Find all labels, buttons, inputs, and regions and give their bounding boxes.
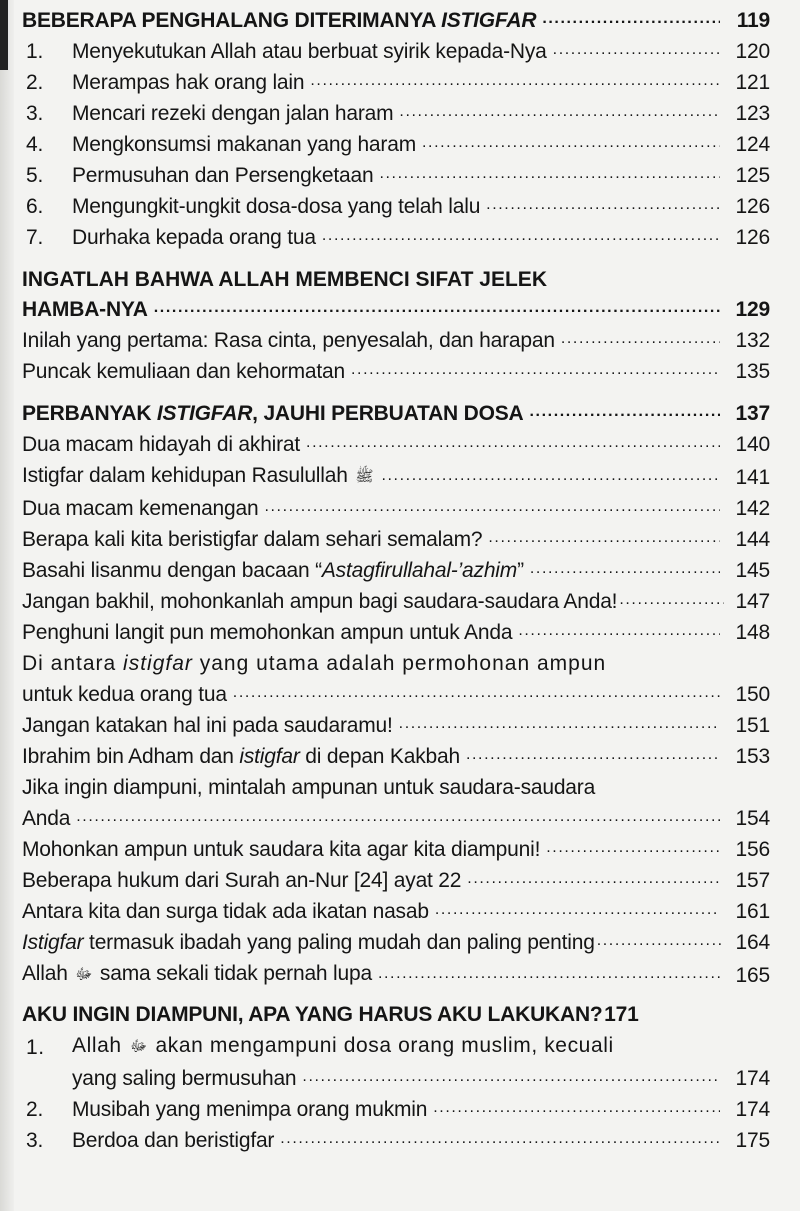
toc-entry: 6. Mengungkit-ungkit dosa-dosa yang telah lalu ..... 126 bbox=[22, 191, 770, 222]
toc-entry: 7. Durhaka kepada orang tua ..... 126 bbox=[22, 222, 770, 253]
toc-entry: Basahi lisanmu dengan bacaan “Astagfirullahal-’azhim” ..... 145 bbox=[22, 555, 770, 586]
section-heading: BEBERAPA PENGHALANG DITERIMANYA ISTIGFAR ..... 119 bbox=[22, 6, 770, 36]
toc-entry: Allah ﷻ sama sekali tidak pernah lupa ..... 165 bbox=[22, 958, 770, 991]
salawat-glyph-icon: ﷺ bbox=[355, 468, 374, 485]
section-heading-continued: HAMBA-NYA ..... 129 bbox=[22, 295, 770, 325]
toc-entry: 2. Musibah yang menimpa orang mukmin ..... 174 bbox=[22, 1094, 770, 1125]
page-number: 171 bbox=[604, 1003, 639, 1026]
jalla-jalaluh-glyph-icon: ﷻ bbox=[75, 966, 93, 983]
toc-entry: 3. Mencari rezeki dengan jalan haram ..... 123 bbox=[22, 98, 770, 129]
toc-entry: Istigfar termasuk ibadah yang paling mudah dan paling penting ..... 164 bbox=[22, 927, 770, 958]
page-number: 137 bbox=[735, 402, 770, 425]
toc-section-2 bbox=[22, 265, 770, 387]
toc-entry: Puncak kemuliaan dan kehormatan ..... 135 bbox=[22, 356, 770, 387]
toc-entry: Beberapa hukum dari Surah an-Nur [24] ayat 22 ..... 157 bbox=[22, 865, 770, 896]
toc-entry: 1. Menyekutukan Allah atau berbuat syirik kepada-Nya ..... 120 bbox=[22, 36, 770, 67]
toc-entry: Dua macam kemenangan ..... 142 bbox=[22, 493, 770, 524]
toc-entry: 4. Mengkonsumsi makanan yang haram ..... 124 bbox=[22, 129, 770, 160]
leader-dots bbox=[542, 4, 720, 34]
table-of-contents bbox=[22, 6, 770, 1156]
book-spine-edge bbox=[0, 0, 8, 70]
toc-entry: Dua macam hidayah di akhirat ..... 140 bbox=[22, 429, 770, 460]
toc-entry: Istigfar dalam kehidupan Rasulullah ﷺ ..... 141 bbox=[22, 460, 770, 493]
toc-entry: Ibrahim bin Adham dan istigfar di depan Kakbah ..... 153 bbox=[22, 741, 770, 772]
toc-entry: 2. Merampas hak orang lain ..... 121 bbox=[22, 67, 770, 98]
toc-entry: untuk kedua orang tua ..... 150 bbox=[22, 679, 770, 710]
book-binding-shadow bbox=[0, 0, 14, 1211]
page-number: 119 bbox=[736, 9, 770, 32]
toc-entry: Jangan katakan hal ini pada saudaramu! ..... 151 bbox=[22, 710, 770, 741]
toc-entry-line1: Jika ingin diampuni, mintalah ampunan untuk saudara-saudara bbox=[22, 776, 596, 799]
toc-entry: Penghuni langit pun memohonkan ampun untuk Anda ..... 148 bbox=[22, 617, 770, 648]
toc-entry: Antara kita dan surga tidak ada ikatan nasab ..... 161 bbox=[22, 896, 770, 927]
toc-entry-line1: Di antara istigfar yang utama adalah permohonan ampun bbox=[22, 652, 607, 675]
toc-entry: 5. Permusuhan dan Persengketaan ..... 125 bbox=[22, 160, 770, 191]
toc-entry: Inilah yang pertama: Rasa cinta, penyesalah, dan harapan ..... 132 bbox=[22, 325, 770, 356]
toc-entry: Jangan bakhil, mohonkanlah ampun bagi saudara-saudara Anda! ..... 147 bbox=[22, 586, 770, 617]
section-heading: AKU INGIN DIAMPUNI, APA YANG HARUS AKU LAKUKAN? 171 bbox=[22, 1000, 770, 1030]
section-heading: INGATLAH BAHWA ALLAH MEMBENCI SIFAT JELEK bbox=[22, 268, 547, 291]
leader-dots bbox=[530, 397, 720, 427]
toc-entry: Mohonkan ampun untuk saudara kita agar kita diampuni! ..... 156 bbox=[22, 834, 770, 865]
toc-section-4 bbox=[22, 1000, 770, 1156]
jalla-jalaluh-glyph-icon: ﷻ bbox=[130, 1038, 148, 1055]
section-heading: PERBANYAK ISTIGFAR, JAUHI PERBUATAN DOSA ..... 137 bbox=[22, 399, 770, 429]
toc-entry: 3. Berdoa dan beristigfar ..... 175 bbox=[22, 1125, 770, 1156]
toc-entry: yang saling bermusuhan ..... 174 bbox=[22, 1063, 770, 1094]
toc-entry: Anda ..... 154 bbox=[22, 803, 770, 834]
leader-dots bbox=[154, 293, 720, 323]
toc-section-1 bbox=[22, 6, 770, 253]
toc-entry-line1: 1. Allah ﷻ akan mengampuni dosa orang muslim, kecuali bbox=[22, 1030, 770, 1063]
toc-entry: Berapa kali kita beristigfar dalam sehari semalam? ..... 144 bbox=[22, 524, 770, 555]
page-number: 129 bbox=[735, 298, 770, 321]
toc-section-3 bbox=[22, 399, 770, 991]
